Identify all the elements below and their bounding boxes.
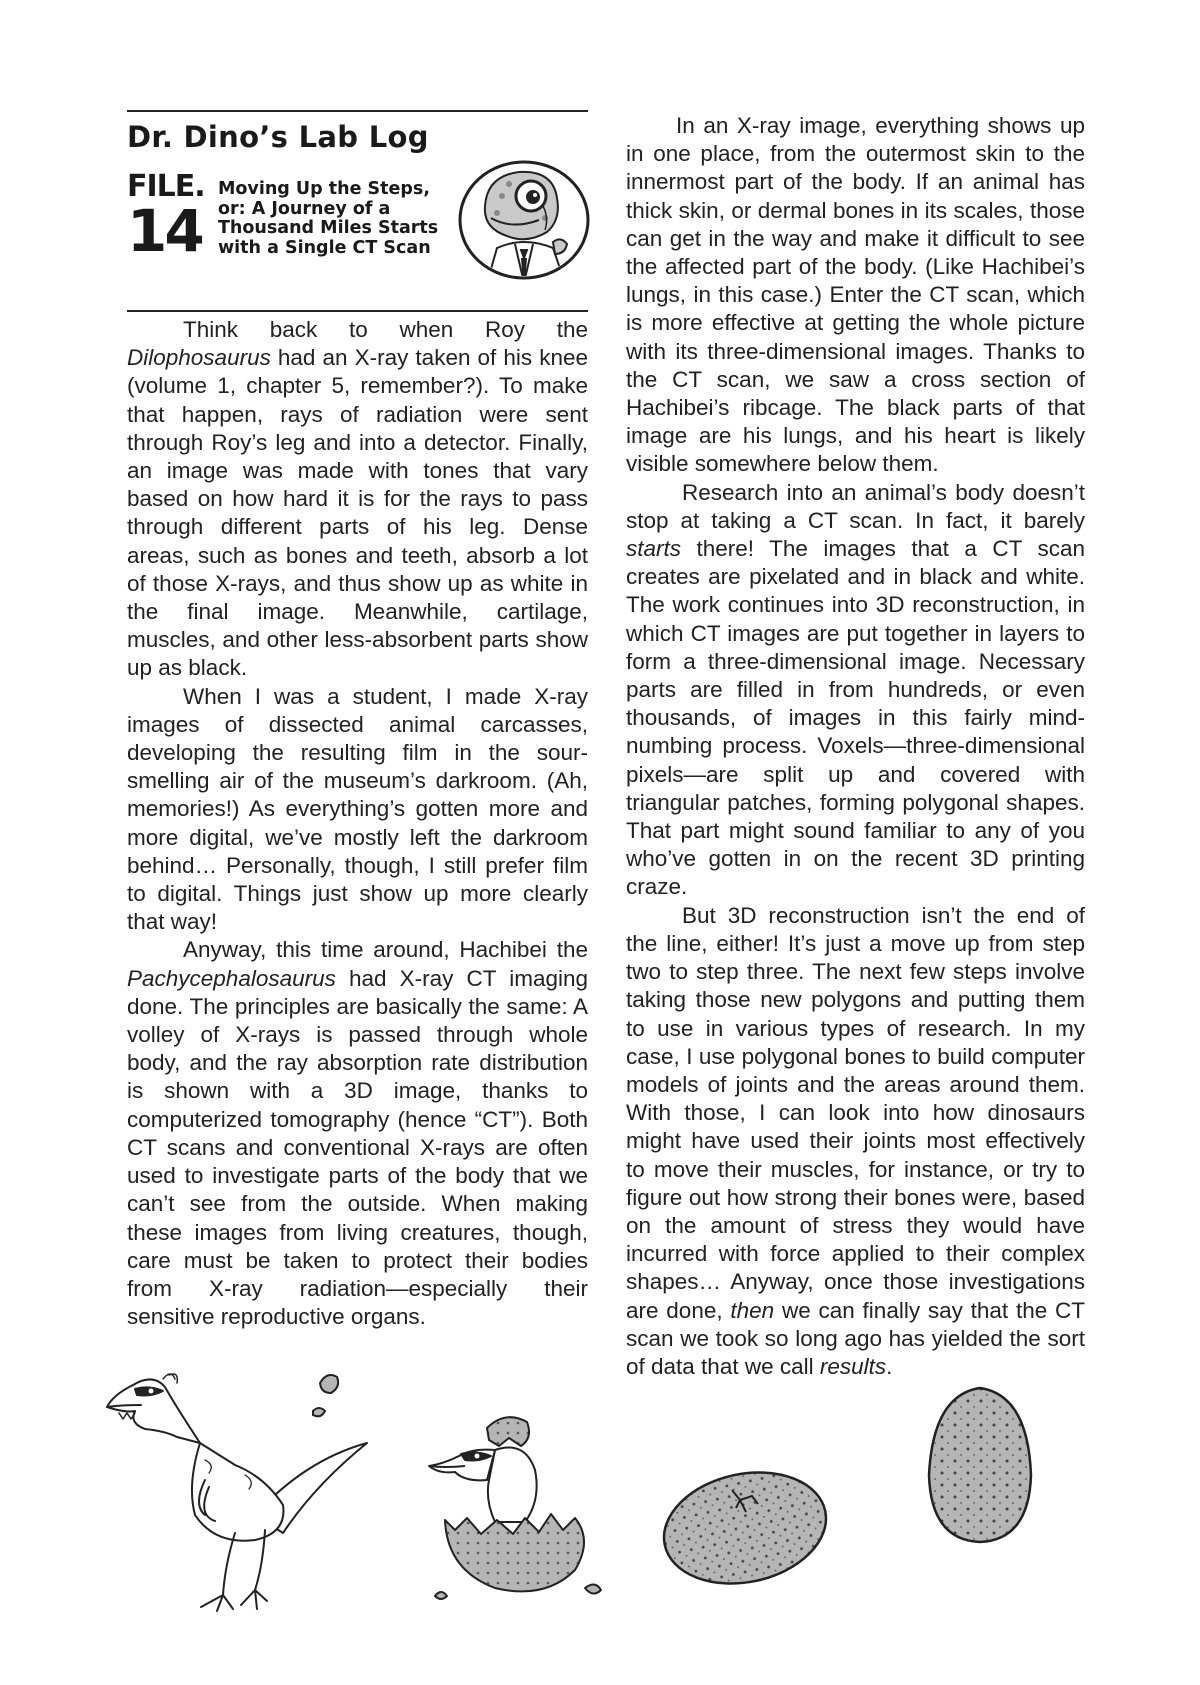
right-column: [626, 112, 1085, 1381]
left-column: [127, 110, 588, 1331]
file-label: FILE.: [127, 169, 205, 204]
dinosaur-adult-illustration: [105, 1365, 395, 1620]
title-bottom-rule: [127, 310, 588, 312]
right-paragraph-2: Research into an animal’s body doesn’t stop at taking a CT scan. In fact, it barely starts there! The images that a CT scan creates are pixelated and in black and white. The work continues into 3D reconstruction, in which CT images are put together in layers to form a three-dimensional image. Necessary parts are filled in from hundreds, or even thousands, of images in this fairly mind-numbing process. Voxels—three-dimensional pixels—are split up and covered with triangular patches, forming polygonal shapes. That part might sound familiar to any of you who’ve gotten in on the recent 3D printing craze.: [626, 479, 1085, 900]
file-header: [127, 160, 588, 310]
whole-egg-illustration: [925, 1385, 1035, 1545]
dr-dino-portrait: [457, 158, 592, 283]
file-subtitle: Moving Up the Steps, or: A Journey of a Thousand Miles Starts with a Single CT Scan: [218, 179, 439, 258]
title-top-rule: [127, 110, 588, 112]
left-paragraph-3: Anyway, this time around, Hachibei the Pachycephalosaurus had X-ray CT imaging done. The principles are basically the same: A volley of X-rays is passed through whole body, and the ray absorption rate distribution is shown with a 3D image, thanks to computerized tomography (hence “CT”). Both CT scans and conventional X-rays are often used to investigate parts of the body that we can’t see from the outside. When making these images from living creatures, though, care must be taken to protect their bodies from X-ray radiation—especially their sensitive reproductive organs.: [127, 937, 588, 1330]
page-title: Dr. Dino’s Lab Log: [127, 120, 429, 154]
file-number: 14: [127, 197, 202, 265]
right-paragraph-1: In an X-ray image, everything shows up in one place, from the outermost skin to the innermost part of the body. If an animal has thick skin, or dermal bones in its scales, those can get in the way and make it difficult to see the affected part of the body. (Like Hachibei’s lungs, in this case.) Enter the CT scan, which is more effective at getting the whole picture with its three-dimensional images. Thanks to the CT scan, we saw a cross section of Hachibei’s ribcage. The black parts of that image are his lungs, and his heart is likely visible somewhere below them.: [626, 113, 1085, 477]
right-paragraph-3: But 3D reconstruction isn’t the end of the line, either! It’s just a move up from step two to step three. The next few steps involve taking those new polygons and putting them to use in various types of research. In my case, I use polygonal bones to build computer models of joints and the areas around them. With those, I can look into how dinosaurs might have used their joints most effectively to move their muscles, for instance, or try to figure out how strong their bones were, based on the amount of stress they would have incurred with force applied to their complex shapes… Anyway, once those investigations are done, then we can finally say that the CT scan we took so long ago has yielded the sort of data that we call results.: [626, 902, 1086, 1379]
left-paragraph-1: Think back to when Roy the Dilophosaurus had an X-ray taken of his knee (volume 1, chapter 5, remember?). To make that happen, rays of radiation were sent through Roy’s leg and into a detector. Finally, an image was made with tones that vary based on how hard it is for the rays to pass through different parts of his leg. Dense areas, such as bones and teeth, absorb a lot of those X-rays, and thus show up as white in the final image. Meanwhile, cartilage, muscles, and other less-absorbent parts show up as black.: [127, 317, 588, 681]
cracked-egg-illustration: [660, 1468, 830, 1586]
left-paragraph-2: When I was a student, I made X-ray images of dissected animal carcasses, developing the resulting film in the sour-smelling air of the museum’s darkroom. (Ah, memories!) As everything’s gotten more and more digital, we’ve mostly left the darkroom behind… Personally, though, I still prefer film to digital. Things just show up more clearly that way!: [127, 683, 588, 935]
hatching-chick-illustration: [425, 1410, 610, 1610]
